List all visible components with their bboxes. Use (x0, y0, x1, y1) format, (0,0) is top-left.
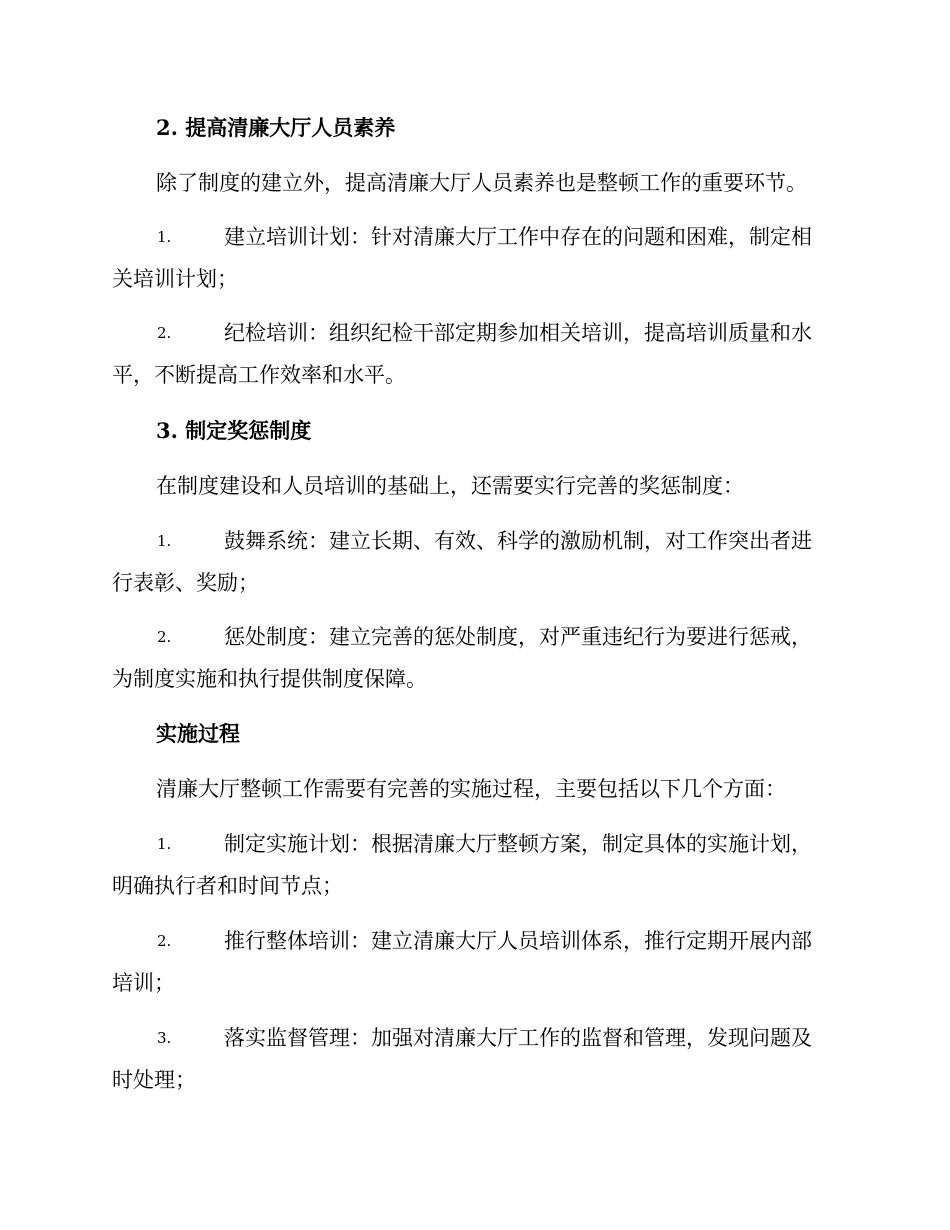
list-item-number: 1. (157, 532, 172, 550)
list-item-text: 落实监督管理：加强对清廉大厅工作的监督和管理，发现问题及 (224, 1026, 812, 1050)
list-item-number: 1. (157, 228, 172, 246)
list-item (112, 526, 834, 598)
list-item-number: 2. (157, 324, 172, 342)
list-item-text: 推行整体培训：建立清廉大厅人员培训体系，推行定期开展内部 (224, 929, 812, 953)
list-item-continuation: 时处理； (112, 1068, 196, 1092)
list-item (112, 622, 834, 694)
list-item (112, 829, 834, 901)
section-intro: 清廉大厅整顿工作需要有完善的实施过程，主要包括以下几个方面： (156, 777, 786, 801)
section-intro: 除了制度的建立外，提高清廉大厅人员素养也是整顿工作的重要环节。 (156, 171, 807, 195)
list-item-text: 纪检培训：组织纪检干部定期参加相关培训，提高培训质量和水 (224, 321, 812, 345)
list-item-number: 3. (157, 1029, 172, 1047)
list-item (112, 1023, 834, 1095)
section-heading: 2. 提高清廉大厅人员素养 (156, 115, 396, 140)
list-item-continuation: 行表彰、奖励； (112, 571, 259, 595)
list-item-continuation: 明确执行者和时间节点； (112, 874, 343, 898)
list-item-number: 2. (157, 932, 172, 950)
list-item-text: 鼓舞系统：建立长期、有效、科学的激励机制，对工作突出者进 (224, 529, 812, 553)
list-item-continuation: 培训； (112, 971, 175, 995)
list-item-continuation: 为制度实施和执行提供制度保障。 (112, 667, 427, 691)
list-item (112, 318, 834, 390)
list-item (112, 926, 834, 998)
section-intro: 在制度建设和人员培训的基础上，还需要实行完善的奖惩制度： (156, 474, 744, 498)
list-item-text: 惩处制度：建立完善的惩处制度，对严重违纪行为要进行惩戒， (224, 625, 812, 649)
list-item-number: 1. (157, 835, 172, 853)
list-item-continuation: 关培训计划； (112, 267, 238, 291)
section-heading: 3. 制定奖惩制度 (156, 418, 312, 443)
list-item-text: 建立培训计划：针对清廉大厅工作中存在的问题和困难，制定相 (224, 225, 812, 249)
list-item-continuation: 平，不断提高工作效率和水平。 (112, 363, 406, 387)
list-item-number: 2. (157, 628, 172, 646)
section-heading: 实施过程 (156, 721, 240, 746)
list-item-text: 制定实施计划：根据清廉大厅整顿方案，制定具体的实施计划， (224, 832, 812, 856)
list-item (112, 222, 834, 294)
